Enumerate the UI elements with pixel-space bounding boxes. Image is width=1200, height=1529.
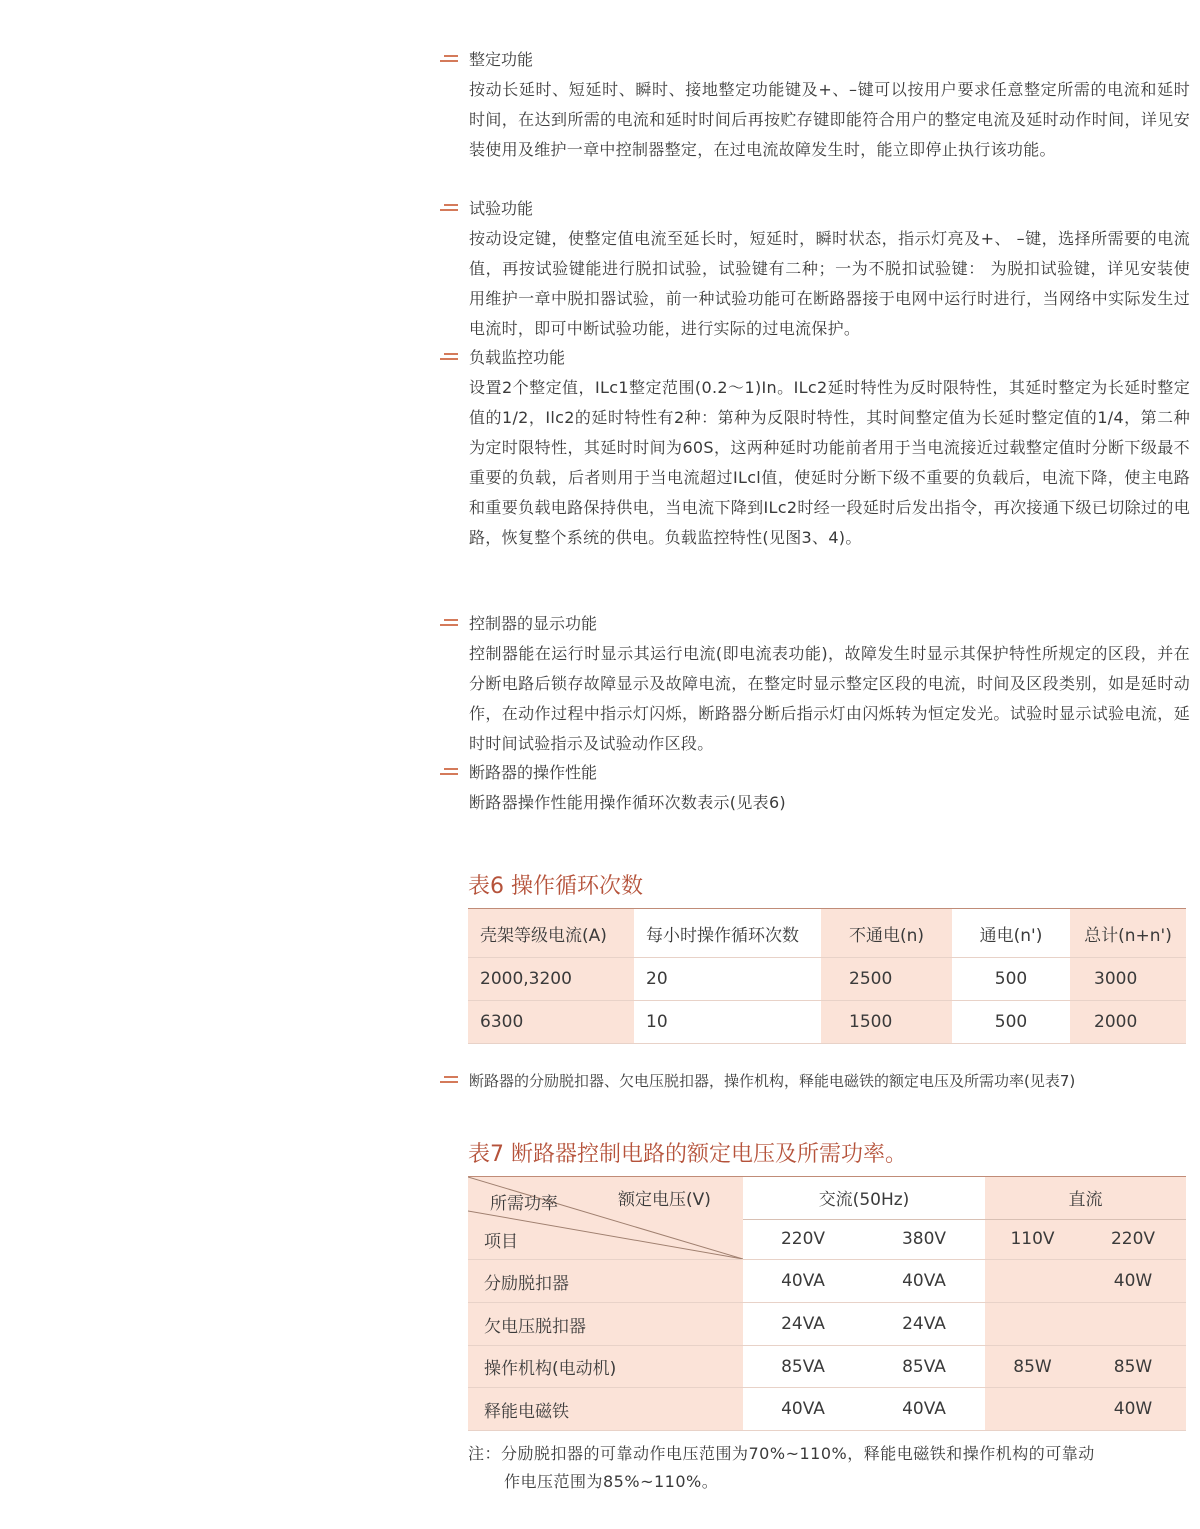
dash-bullet-icon — [440, 764, 458, 780]
section-body: 按动长延时、短延时、瞬时、接地整定功能键及+、–键可以按用户要求任意整定所需的电流和延时时间，在达到所需的电流和延时时间后再按贮存键即能符合用户的整定电流及延时动作时间，详见安装使用及维护一章中控制器整定，在过电流故障发生时，能立即停止执行该功能。 — [469, 80, 1190, 159]
header-cell: 通电(n') — [952, 909, 1070, 958]
table-cell: 6300 — [468, 1001, 634, 1044]
note-line: 注：分励脱扣器的可靠动作电压范围为70%~110%，释能电磁铁和操作机构的可靠动 — [468, 1444, 1095, 1463]
table-cell: 10 — [634, 1001, 821, 1044]
table-row — [468, 958, 1186, 1001]
diagonal-corner-cell — [468, 1177, 743, 1260]
section-operation — [440, 758, 1190, 818]
table-cell: 24VA — [863, 1303, 985, 1346]
table-row — [468, 1388, 1186, 1431]
section-test — [440, 194, 1190, 344]
table-header-row — [468, 909, 1186, 958]
ac-header: 交流(50Hz) — [743, 1177, 985, 1220]
table-note — [468, 1440, 1200, 1496]
section-control-voltage — [440, 1066, 1190, 1096]
table7 — [468, 1176, 1186, 1431]
table7-title: 表7 断路器控制电路的额定电压及所需功率。 — [468, 1142, 907, 1167]
table-cell: 40VA — [863, 1260, 985, 1303]
section-body: 控制器能在运行时显示其运行电流(即电流表功能)，故障发生时显示其保护特性所规定的区段，并在分断电路后锁存故障显示及故障电流，在整定时显示整定区段的电流，时间及区段类别，如是延时动作，在动作过程中指示灯闪烁，断路器分断后指示灯由闪烁转为恒定发光。试验时显示试验电流，延时时间试验指示及试验动作区段。 — [469, 644, 1190, 753]
section-body: 按动设定键，使整定值电流至延长时，短延时，瞬时状态，指示灯亮及+、 –键，选择所需要的电流值，再按试验键能进行脱扣试验，试验键有二种；一为不脱扣试验键： 为脱扣试验键，详见安装使用维护一章中脱扣器试验，前一种试验功能可在断路器接于电网中运行时进行，当网络中实际发生过电流时，即可中断试验功能，进行实际的过电流保护。 — [469, 229, 1190, 338]
item-name: 操作机构(电动机) — [468, 1346, 743, 1388]
voltage-cell: 220V — [743, 1219, 863, 1260]
section-load-monitor — [440, 343, 1190, 553]
table-cell: 500 — [952, 1001, 1070, 1044]
section-heading: 整定功能 — [469, 50, 534, 69]
voltage-cell: 220V — [1080, 1219, 1186, 1260]
section-heading: 断路器的分励脱扣器、欠电压脱扣器，操作机构，释能电磁铁的额定电压及所需功率(见表7) — [469, 1072, 1076, 1090]
header-cell: 每小时操作循环次数 — [634, 909, 821, 958]
item-name: 分励脱扣器 — [468, 1260, 743, 1303]
table-cell: 85W — [1080, 1346, 1186, 1388]
table-cell: 40VA — [863, 1388, 985, 1431]
header-cell: 总计(n+n') — [1070, 909, 1186, 958]
table-cell: 85W — [985, 1346, 1080, 1388]
corner-power-label: 所需功率 — [490, 1194, 558, 1214]
table-cell: 85VA — [743, 1346, 863, 1388]
table-cell: 1500 — [821, 1001, 952, 1044]
item-name: 欠电压脱扣器 — [468, 1303, 743, 1346]
dash-bullet-icon — [440, 615, 458, 631]
section-heading: 控制器的显示功能 — [469, 614, 598, 633]
table-cell: 2000,3200 — [468, 958, 634, 1001]
table-cell: 24VA — [743, 1303, 863, 1346]
dash-bullet-icon — [440, 200, 458, 216]
table-cell: 40VA — [743, 1260, 863, 1303]
note-line: 作电压范围为85%~110%。 — [504, 1472, 719, 1491]
table-cell: 3000 — [1070, 958, 1186, 1001]
table-cell: 40W — [1080, 1260, 1186, 1303]
section-heading: 负载监控功能 — [469, 348, 566, 367]
table-row — [468, 1346, 1186, 1388]
section-setting — [440, 45, 1190, 165]
dash-bullet-icon — [440, 349, 458, 365]
table-cell: 2000 — [1070, 1001, 1186, 1044]
table-cell — [985, 1388, 1080, 1431]
table-cell — [985, 1260, 1080, 1303]
table-cell: 2500 — [821, 958, 952, 1001]
table-row — [468, 1260, 1186, 1303]
table-cell: 40W — [1080, 1388, 1186, 1431]
section-heading: 试验功能 — [469, 199, 534, 218]
table-header-row — [468, 1177, 1186, 1220]
table-row — [468, 1303, 1186, 1346]
corner-item-label: 项目 — [484, 1232, 518, 1252]
table6-title: 表6 操作循环次数 — [468, 874, 643, 899]
section-heading: 断路器的操作性能 — [469, 763, 598, 782]
dash-bullet-icon — [440, 1072, 458, 1088]
voltage-cell: 380V — [863, 1219, 985, 1260]
table-row — [468, 1001, 1186, 1044]
dash-bullet-icon — [440, 51, 458, 67]
dc-header: 直流 — [985, 1177, 1186, 1220]
table-cell: 40VA — [743, 1388, 863, 1431]
table-cell: 85VA — [863, 1346, 985, 1388]
table-cell — [985, 1303, 1080, 1346]
table-cell: 20 — [634, 958, 821, 1001]
section-body: 设置2个整定值，ILc1整定范围(0.2～1)In。ILc2延时特性为反时限特性，其延时整定为长延时整定值的1/2，Ilc2的延时特性有2种：第种为反限时特性，其时间整定值为长延时整定值的1/4，第二种为定时限特性，其延时时间为60S，这两种延时功能前者用于当电流接近过载整定值时分断下级最不重要的负载，后者则用于当电流超过ILcl值，使延时分断下级不重要的负载后，电流下降，使主电路和重要负载电路保持供电，当电流下降到ILc2时经一段延时后发出指令，再次接通下级已切除过的电路，恢复整个系统的供电。负载监控特性(见图3、4)。 — [469, 378, 1190, 547]
table-cell — [1080, 1303, 1186, 1346]
item-name: 释能电磁铁 — [468, 1388, 743, 1431]
section-body: 断路器操作性能用操作循环次数表示(见表6) — [469, 793, 786, 812]
table-cell: 500 — [952, 958, 1070, 1001]
corner-voltage-label: 额定电压(V) — [618, 1190, 711, 1210]
header-cell: 壳架等级电流(A) — [468, 909, 634, 958]
section-display — [440, 609, 1190, 759]
header-cell: 不通电(n) — [821, 909, 952, 958]
table6 — [468, 908, 1186, 1044]
voltage-cell: 110V — [985, 1219, 1080, 1260]
